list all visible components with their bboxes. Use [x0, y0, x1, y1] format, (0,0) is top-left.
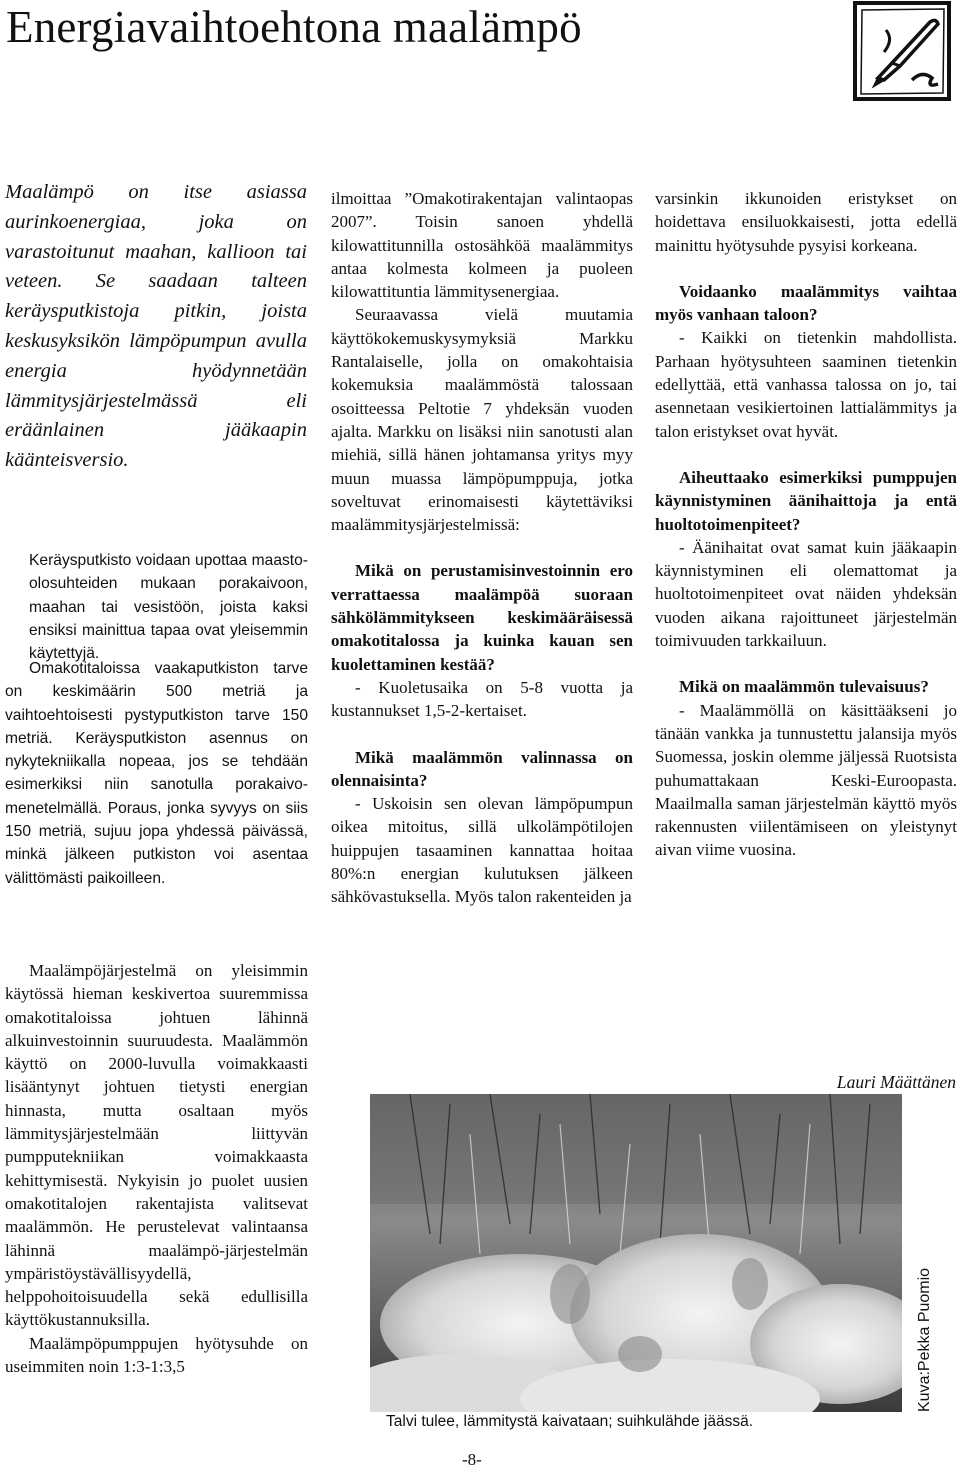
question-2: Mikä maalämmön valinnassa on olennaisinta? — [331, 747, 633, 790]
col1-paragraph-4: Maalämpöpumppujen hyötysuhde on useimmiten noin 1:3-1:3,5 — [5, 1333, 308, 1377]
answer-3: - Kaikki on tietenkin mahdollista. Parhaan hyötysuhteen saaminen tietenkin edellyttää, että vanhassa talossa on jo, tai asennetaan vesikiertoinen lattialämmitys ja talon eristykset ovat hyvät. — [655, 328, 957, 441]
question-4: Aiheuttaako esimerkiksi pumppujen käynnistyminen äänihaittoja ja entä huoltotoimenpiteet? — [655, 467, 957, 534]
col3-paragraph-1: varsinkin ikkunoiden eristykset on hoidettava ensiluokkaisesti, jotta edellä mainittu hyötysuhde pysyisi korkeana. — [655, 189, 957, 255]
photo-image — [370, 1094, 902, 1412]
column-1 — [29, 549, 308, 665]
lead-paragraph: Maalämpö on itse asiassa aurinkoenergiaa, joka on varastoitunut maahan, kallioon tai veteen. Se saadaan talteen keräysputkistoja pitkin, joista keskusyksikön lämpöpumpun avulla energia hyödynnetään lämmitysjärjestelmässä eli eräänlainen jääkaapin käänteisversio. — [5, 181, 307, 472]
page-number: -8- — [462, 1450, 482, 1469]
col1-paragraph-2: Omakotitaloissa vaakaputkiston tarve on keskimäärin 500 metriä ja vaihtoehtoisesti pystyputkiston tarve 150 metriä. Keräysputkiston asennus on nykytekniikalla nopeaa, jos se tehdään esimerkiksi niin sanotulla porakaivo-menetelmällä. Poraus, jonka syvyys on siis 150 metriä, sujuu jopa yhdessä päivässä, minkä jälkeen putkiston voi asentaa välittömästi paikoilleen. — [5, 660, 308, 887]
column-1-serif — [5, 959, 308, 1378]
frozen-fountain-photo — [370, 1094, 902, 1412]
col1-paragraph-3: Maalämpöjärjestelmä on yleisimmin käytössä hieman keskivertoa suuremmissa omakotitaloissa johtuen lähinnä alkuinvestoinnin suuruudesta. Maalämmön käyttö on 2000-luvulla voimakkaasti lisääntynyt johtuen tietysti energian hinnasta, mutta osaltaan myös lämmitysjärjestelmään liittyvän pumpputekniikan voimakkaasta kehittymisestä. Nykyisin jo puolet uusien omakotitalojen rakentajista valitsevat maalämmön. He perustelevat valintaansa lähinnä maalämpö-järjestelmän ympäristöystävällisyydellä, helppohoitoisuudella sekä edullisilla käyttökustannuksilla. — [5, 961, 308, 1330]
answer-5: - Maalämmöllä on käsittääkseni jo tänään vankka ja tunnustettu jalansija myös Suomessa, joskin olemme jäljessä Ruotsista puhumattakaan Keski-Euroopasta. Maailmalla saman järjestelmän käyttö myös rakennusten viilentämiseen on yleistynyt aivan viime vuosina. — [655, 700, 957, 860]
photo-caption: Talvi tulee, lämmitystä kaivataan; suihkulähde jäässä. — [386, 1413, 754, 1430]
col1-paragraph-1: Keräysputkisto voidaan upottaa maasto-olosuhteiden mukaan porakaivoon, maahan tai vesistöön, joista kaksi ensiksi mainittua tapaa ovat yleisemmin käytettyjä. — [29, 552, 308, 663]
question-1: Mikä on perustamisinvestoinnin ero verrattaessa maalämpöä suoraan sähkölämmitykseen keskimääräisessä omakotitalossa ja kuinka kauan sen kuolettaminen kestää? — [331, 561, 633, 674]
answer-1: - Kuoletusaika on 5-8 vuotta ja kustannukset 1,5-2-kertaiset. — [331, 677, 633, 721]
question-3: Voidaanko maalämmitys vaihtaa myös vanhaan taloon? — [655, 281, 957, 325]
column-2 — [331, 187, 633, 909]
photo-credit: Kuva:Pekka Puomio — [916, 1267, 933, 1412]
article-title: Energiavaihtoehtona maalämpö — [6, 2, 582, 52]
col2-paragraph-1: ilmoittaa ”Omakotirakentajan valintaopas 2007”. Toisin sanoen yhdellä kilowattitunnilla ostosähköä maalämmitys antaa kolmesta kolmeen ja puoleen kilowattituntia lämmitysenergiaa. — [331, 189, 633, 302]
question-5: Mikä on maalämmön tulevaisuus? — [679, 677, 929, 697]
pen-logo — [852, 0, 952, 102]
author-signature: Lauri Määttänen — [836, 1072, 956, 1092]
column-3 — [655, 187, 957, 862]
pen-icon — [852, 0, 952, 102]
answer-2: - Uskoisin sen olevan lämpöpumpun oikea mitoitus, sillä ulkolämpötilojen huippujen tasaaminen kannattaa hoitaa 80%:n energian kulutuksen jälkeen sähkövastuksella. Myös talon rakenteiden ja — [331, 794, 633, 907]
col2-paragraph-2: Seuraavassa vielä muutamia käyttökokemuskysymyksiä Markku Rantalaiselle, jolla on omakohtaisia kokemuksia maalämmöstä talossaan osoitteessa Peltotie 7 yhdeksän vuoden ajalta. Markku on lisäksi niin sanotusti alan miehiä, sillä hänen johtamansa yritys myy muun muassa lämpöpumppuja, jotka soveltuvat erinomaisesti käytettäviksi maalämmitysjärjestelmissä: — [331, 305, 633, 535]
answer-4: - Äänihaitat ovat samat kuin jääkaapin käynnistyminen eli olemattomat ja huoltotoimenpiteet ovat näiden yhdeksän vuoden aikana rajoittuneet järjestelmän toimivuuden tarkkailuun. — [655, 537, 957, 651]
column-1-body — [5, 657, 308, 890]
